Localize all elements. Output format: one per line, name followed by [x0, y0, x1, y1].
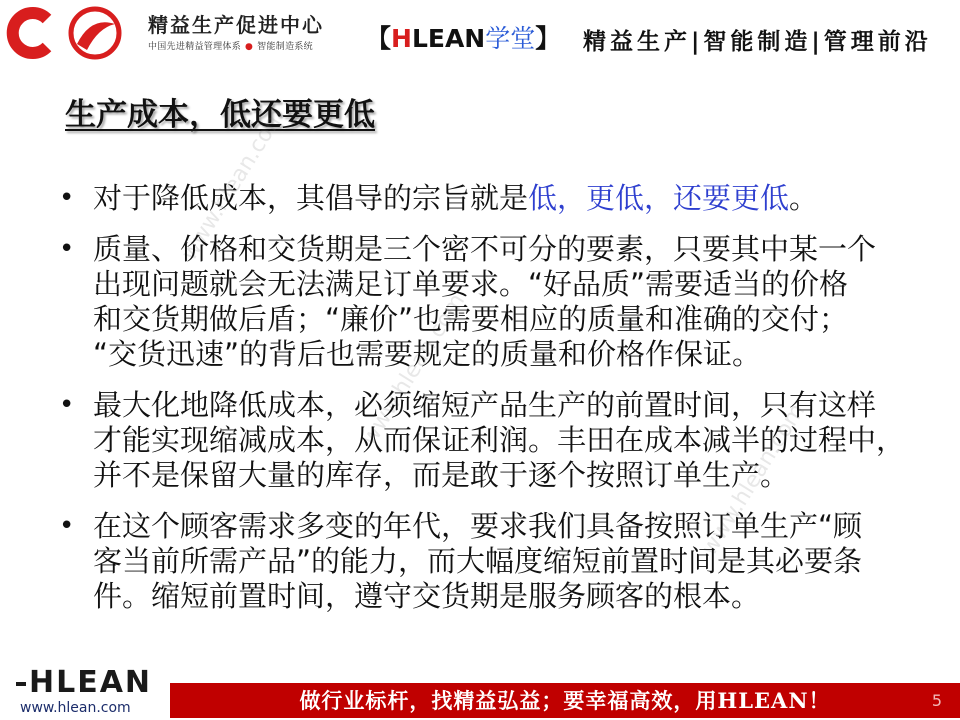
bullet-text: 对于降低成本，其倡导的宗旨就是 — [93, 181, 529, 215]
bullet-highlight-text: 低，更低，还要更低 — [528, 181, 790, 215]
logo-dash-icon — [16, 682, 26, 686]
bullet-marker: • — [59, 390, 75, 420]
bullet-line — [93, 181, 818, 216]
footer-hlean-logo — [16, 666, 152, 700]
bullet-line: 在这个顾客需求多变的年代，要求我们具备按照订单生产“顾 — [93, 509, 863, 543]
watermark: www.hlean.com — [176, 104, 291, 266]
footer-logo-text: HLEAN — [29, 665, 153, 700]
org-name: 精益生产促进中心 — [148, 13, 324, 37]
brand-open-bracket: 【 — [366, 24, 392, 53]
bullet-line: 才能实现缩减成本，从而保证利润。丰田在成本减半的过程中， — [93, 423, 906, 457]
org-subtitle-left: 中国先进精益管理体系 — [148, 42, 242, 52]
bullet-line: 和交货期做后盾；“廉价”也需要相应的质量和准确的交付； — [93, 302, 849, 336]
bullet-line: 出现问题就会无法满足订单要求。“好品质”需要适当的价格 — [93, 267, 849, 301]
header-tagline: 精益生产|智能制造|管理前沿 — [583, 29, 932, 55]
brand-lean: LEAN — [411, 24, 486, 53]
page-number: 5 — [931, 691, 942, 710]
brand-h: H — [391, 24, 412, 53]
bullet-line: 客当前所需产品”的能力，而大幅度缩短前置时间是其必要条 — [93, 544, 863, 578]
org-subtitle-right: 智能制造系统 — [257, 42, 313, 52]
hlean-xuetang-brand — [366, 23, 560, 55]
org-logo-icon — [5, 4, 140, 62]
bullet-line: 并不是保留大量的库存，而是敢于逐个按照订单生产。 — [93, 458, 790, 492]
brand-close-bracket: 】 — [535, 24, 561, 53]
bullet-line: “交货迅速”的背后也需要规定的质量和价格作保证。 — [93, 337, 762, 371]
brand-xuetang: 学堂 — [485, 24, 536, 53]
bullet-item — [59, 388, 906, 493]
bullet-marker: • — [59, 183, 75, 213]
org-subtitle — [148, 41, 313, 53]
bullet-item — [59, 509, 863, 614]
bullet-marker: • — [59, 511, 75, 541]
footer-slogan: 做行业标杆，找精益弘益；要幸福高效，用HLEAN！ — [299, 688, 831, 713]
slide-title: 生产成本，低还要更低 — [65, 97, 375, 133]
bullet-item — [59, 181, 819, 216]
bullet-line: 件。缩短前置时间，遵守交货期是服务顾客的根本。 — [93, 579, 761, 613]
bullet-marker: • — [59, 234, 75, 264]
footer-website: www.hlean.com — [20, 700, 131, 716]
footer-bar — [170, 683, 960, 718]
bullet-line: 最大化地降低成本，必须缩短产品生产的前置时间，只有这样 — [93, 388, 877, 422]
watermark: www.hlean.com — [356, 289, 471, 451]
org-subtitle-dot: ● — [245, 42, 254, 52]
bullet-text: 。 — [789, 181, 819, 215]
bullet-item — [59, 232, 877, 372]
watermark: www.hlean.com — [696, 399, 811, 561]
bullet-line: 质量、价格和交货期是三个密不可分的要素，只要其中某一个 — [93, 232, 877, 266]
